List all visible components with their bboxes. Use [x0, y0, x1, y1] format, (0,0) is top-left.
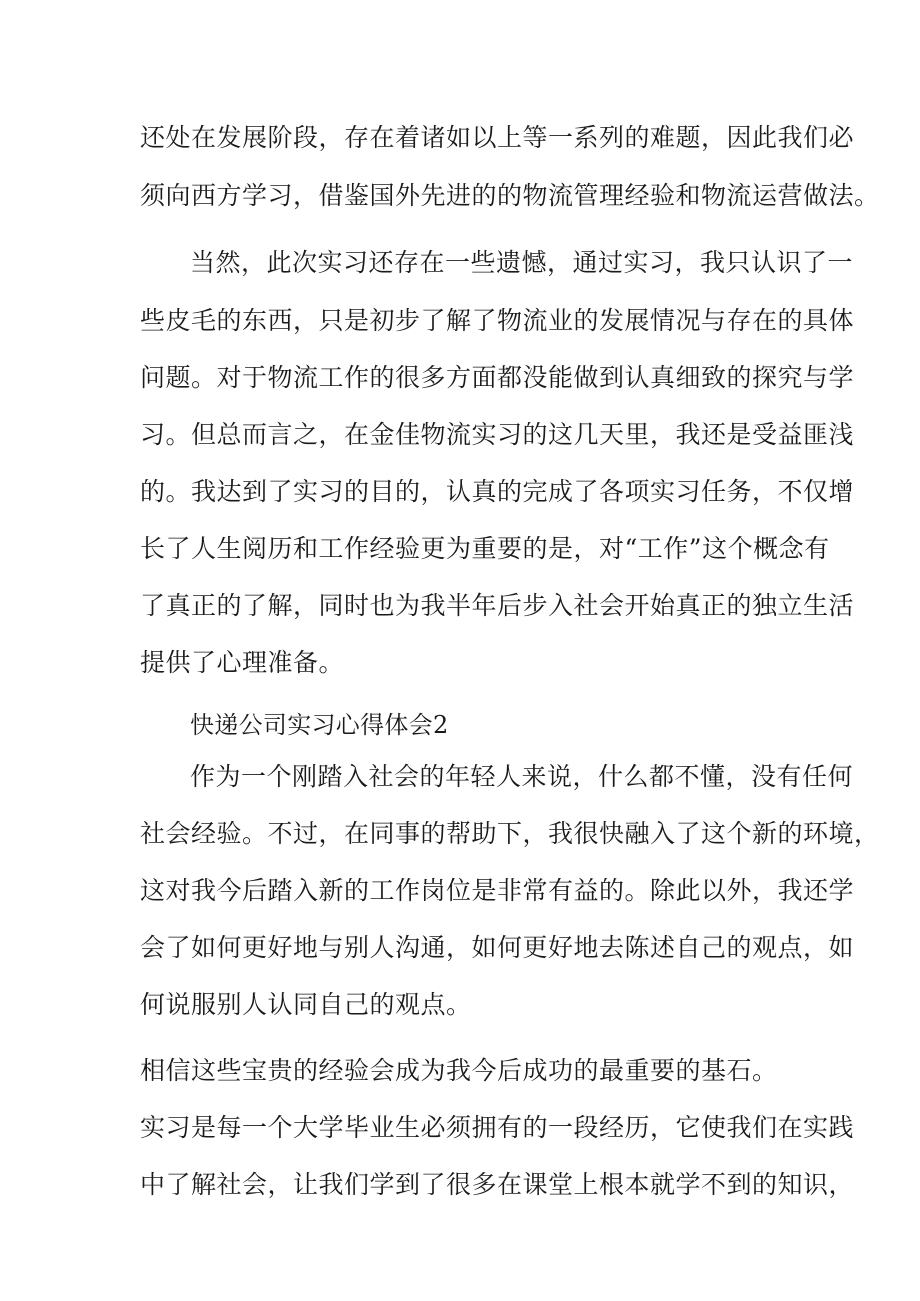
paragraph-line: 的。我达到了实习的目的，认真的完成了各项实习任务，不仅增	[140, 477, 855, 506]
paragraph-line: 须向西方学习，借鉴国外先进的的物流管理经验和物流运营做法。	[140, 181, 880, 210]
paragraph-line: 中了解社会，让我们学到了很多在课堂上根本就学不到的知识，	[140, 1170, 855, 1199]
paragraph-line: 问题。对于物流工作的很多方面都没能做到认真细致的探究与学	[140, 363, 855, 392]
paragraph-line: 这对我今后踏入新的工作岗位是非常有益的。除此以外，我还学	[140, 876, 855, 905]
paragraph-line: 提供了心理准备。	[140, 648, 345, 677]
paragraph-line: 了真正的了解，同时也为我半年后步入社会开始真正的独立生活	[140, 591, 855, 620]
paragraph-line: 习。但总而言之，在金佳物流实习的这几天里，我还是受益匪浅	[140, 420, 855, 449]
paragraph-line: 社会经验。不过，在同事的帮助下，我很快融入了这个新的环境，	[140, 819, 880, 848]
paragraph-line: 还处在发展阶段，存在着诸如以上等一系列的难题，因此我们必	[140, 123, 855, 152]
section-heading: 快递公司实习心得体会2	[190, 711, 449, 739]
paragraph-line: 当然，此次实习还存在一些遗憾，通过实习，我只认识了一	[190, 248, 854, 277]
paragraph-line: 作为一个刚踏入社会的年轻人来说，什么都不懂，没有任何	[190, 762, 854, 791]
paragraph-line: 些皮毛的东西，只是初步了解了物流业的发展情况与存在的具体	[140, 306, 855, 335]
paragraph-line: 会了如何更好地与别人沟通，如何更好地去陈述自己的观点，如	[140, 933, 855, 962]
paragraph-line: 长了人生阅历和工作经验更为重要的是，对“工作”这个概念有	[140, 534, 830, 563]
paragraph-line: 实习是每一个大学毕业生必须拥有的一段经历，它使我们在实践	[140, 1113, 855, 1142]
paragraph-line: 何说服别人认同自己的观点。	[140, 990, 472, 1019]
paragraph-line: 相信这些宝贵的经验会成为我今后成功的最重要的基石。	[140, 1056, 778, 1085]
